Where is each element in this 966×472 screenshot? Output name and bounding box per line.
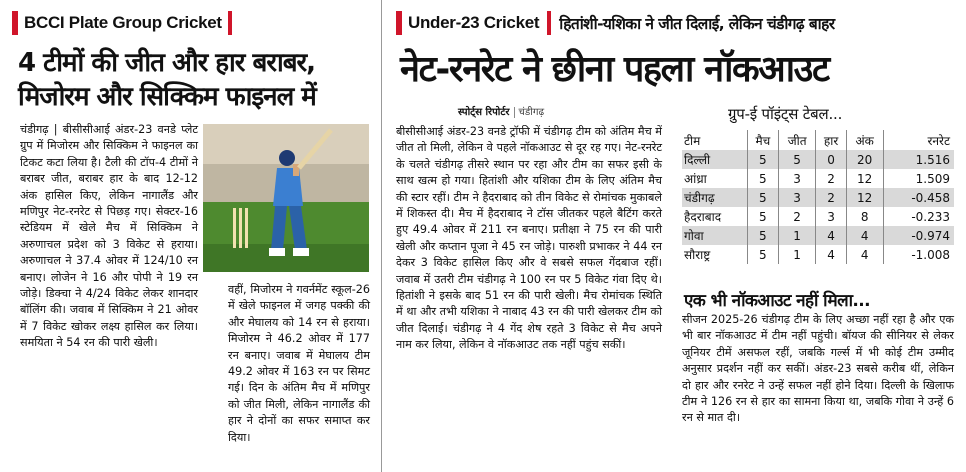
runrate-cell: -0.233 [883,207,954,226]
article-body: बीसीसीआई अंडर-23 वनडे ट्रॉफी में चंडीगढ़ टीम को अंतिम मैच में जीत तो मिली, लेकिन वे पहले नॉकआउट से दूर रह गए। नेट-रनरेट के चलते चंडीगढ़ तीसरे स्थान पर रहा और टीम का सफर इसी के साथ खत्म हो गया। हितांशी और यशिका टीम के लिए अंतिम मैच की स्टार रहीं। टीम ने हैदराबाद को तीन विकेट से रोमांचक मुकाबले में शिकस्त दी। मैच में हैदराबाद ने टॉस जीतकर पहले बैटिंग करते हुए 49.4 ओवर में 211 रन बनाए। प्रतीक्षा ने 75 रन की पारी खेली और कप्तान पूजा ने 45 रन जोड़े। पारुशी प्रभाकर ने 44 रन देकर 3 विकेट हासिल किए और वे सबसे सफल गेंदबाज रहीं। जवाब में उतरी टीम चंडीगढ़ ने 100 रन पर 5 विकेट गंवा दिए थे। हितांशी ने इसके बाद 51 रन की पारी खेली। मैच रोमांचक स्थिति में था और तभी यशिका ने नाबाद 43 रन की पारी खेलकर टीम को जीत दिलाई। चंडीगढ़ ने 4 गेंद शेष रहते 3 विकेट से मैच अपने नाम कर लिया, लेकिन वे नॉकआउट तक नहीं पहुंच सकीं। [396,125,662,352]
won-cell: 3 [778,169,815,188]
kicker [12,10,232,36]
points-cell: 20 [846,150,883,169]
byline-reporter: स्पोर्ट्स रिपोर्टर [458,107,510,118]
col-header-matches: मैच [747,130,778,150]
col-header-won: जीत [778,130,815,150]
matches-cell: 5 [747,150,778,169]
col-header-team: टीम [684,133,701,148]
won-cell: 1 [778,226,815,245]
plate-group-article [4,0,370,472]
lost-cell: 4 [816,226,846,245]
sidebar-body: सीजन 2025-26 चंडीगढ़ टीम के लिए अच्छा नहीं रहा है और एक भी बार नॉकआउट में टीम नहीं पहुंची। बॉयज की सीनियर से लेकर जूनियर टीमें असफल रहीं, जबकि गर्ल्स में भी कोई टीम उम्मीद अनुसार प्रदर्शन नहीं कर सकीं। अंडर-23 सबसे करीब थीं, लेकिन दो हार और रनरेट ने उन्हें सफल नहीं होने दिया। दिल्ली के खिलाफ टीम ने 126 रन से हार का सामना किया था, जबकि गोवा ने उन्हें 6 रन से मात दी। [682,313,954,425]
won-cell: 2 [778,207,815,226]
kicker-text: Under-23 Cricket [408,13,540,32]
won-cell: 1 [778,245,815,264]
team-cell: सौराष्ट्र [684,248,711,262]
kicker-bar-end [228,11,232,35]
points-table [682,130,954,264]
lost-cell: 3 [816,207,846,226]
team-cell: आंध्रा [684,172,707,186]
matches-cell: 5 [747,169,778,188]
table-row [682,226,954,245]
points-cell: 12 [846,169,883,188]
col-header-lost: हार [816,130,846,150]
lost-cell: 4 [816,245,846,264]
byline [458,104,544,118]
table-row [682,150,954,169]
table-row [682,188,954,207]
points-cell: 4 [846,226,883,245]
article-body-col2: वहीं, मिजोरम ने गवर्नमेंट स्कूल-26 में खेले फाइनल में जगह पक्की की और मेघालय को 14 रन से हराया। मिजोरम ने 46.2 ओवर में 177 रन बनाए। जवाब में मेघालय टीम 49.2 ओवर में 163 रन पर सिमट गई। दिन के अंतिम मैच में मणिपुर को जीत मिली, लेकिन नागालैंड की हार ने दोनों का सफर समाप्त कर दिया। [228,283,370,444]
kicker-bar [12,11,18,35]
table-header-row [682,130,954,150]
won-cell: 3 [778,188,815,207]
headline-line-1: 4 टीमों की जीत और हार बराबर, [18,48,316,78]
points-cell: 8 [846,207,883,226]
lost-cell: 2 [816,188,846,207]
under23-article [390,0,966,472]
runrate-cell: -0.974 [883,226,954,245]
matches-cell: 5 [747,188,778,207]
col-header-runrate: रनरेट [883,130,954,150]
headline-line-2: मिजोरम और सिक्किम फाइनल में [18,82,316,112]
article-body-col1: चंडीगढ़ | बीसीसीआई अंडर-23 वनडे प्लेट ग्रुप में मिजोरम और सिक्किम ने फाइनल का टिकट कटा लिया है। टैली की टॉप-4 टीमों ने बराबर जीत, बराबर हार के बाद 12-12 अंक हासिल किए, लेकिन नागालैंड और मणिपुर नेट-रनरेट से पिछड़ गए। सेक्टर-16 स्टेडियम में खेले मैच में सिक्किम ने अरुणाचल प्रदेश को 3 विकेट से हराया। अरुणाचल ने 37.4 ओवर में 124/10 रन बनाए। लोजेन ने 16 और पोपी ने 19 रन जोड़े। डिक्चा ने 4/24 विकेट लेकर शानदार बॉलिंग की। जवाब में सिक्किम ने 21 ओवर में 7 विकेट खोकर लक्ष्य हासिल कर लिया। समयिता ने 54 रन की पारी खेली। [20,123,198,350]
column-divider [381,0,382,472]
runrate-cell: 1.509 [883,169,954,188]
won-cell: 5 [778,150,815,169]
runrate-cell: -0.458 [883,188,954,207]
team-cell: हैदराबाद [684,210,722,224]
team-cell: गोवा [684,229,704,243]
team-cell: चंडीगढ़ [684,191,715,205]
cricket-batsman-photo [203,124,369,272]
kicker [396,10,834,36]
runrate-cell: 1.516 [883,150,954,169]
byline-divider [514,107,515,118]
lost-cell: 0 [816,150,846,169]
table-row [682,207,954,226]
kicker-bar [396,11,402,35]
dateline: चंडीगढ़ [518,107,545,118]
matches-cell: 5 [747,207,778,226]
subhead: हितांशी-यशिका ने जीत दिलाई, लेकिन चंडीगढ़ बाहर [559,15,835,33]
headline [18,46,368,114]
points-table-title: ग्रुप-ई पॉइंट्स टेबल... [728,105,843,123]
points-cell: 12 [846,188,883,207]
lost-cell: 2 [816,169,846,188]
runrate-cell: -1.008 [883,245,954,264]
table-row [682,169,954,188]
matches-cell: 5 [747,226,778,245]
points-cell: 4 [846,245,883,264]
col-header-points: अंक [846,130,883,150]
headline: नेट-रनरेट ने छीना पहला नॉकआउट [400,49,829,90]
team-cell: दिल्ली [684,153,711,167]
kicker-bar-separator [547,11,551,35]
kicker-text: BCCI Plate Group Cricket [24,13,222,32]
table-row [682,245,954,264]
matches-cell: 5 [747,245,778,264]
sidebar-subhead: एक भी नॉकआउट नहीं मिला... [684,291,870,311]
